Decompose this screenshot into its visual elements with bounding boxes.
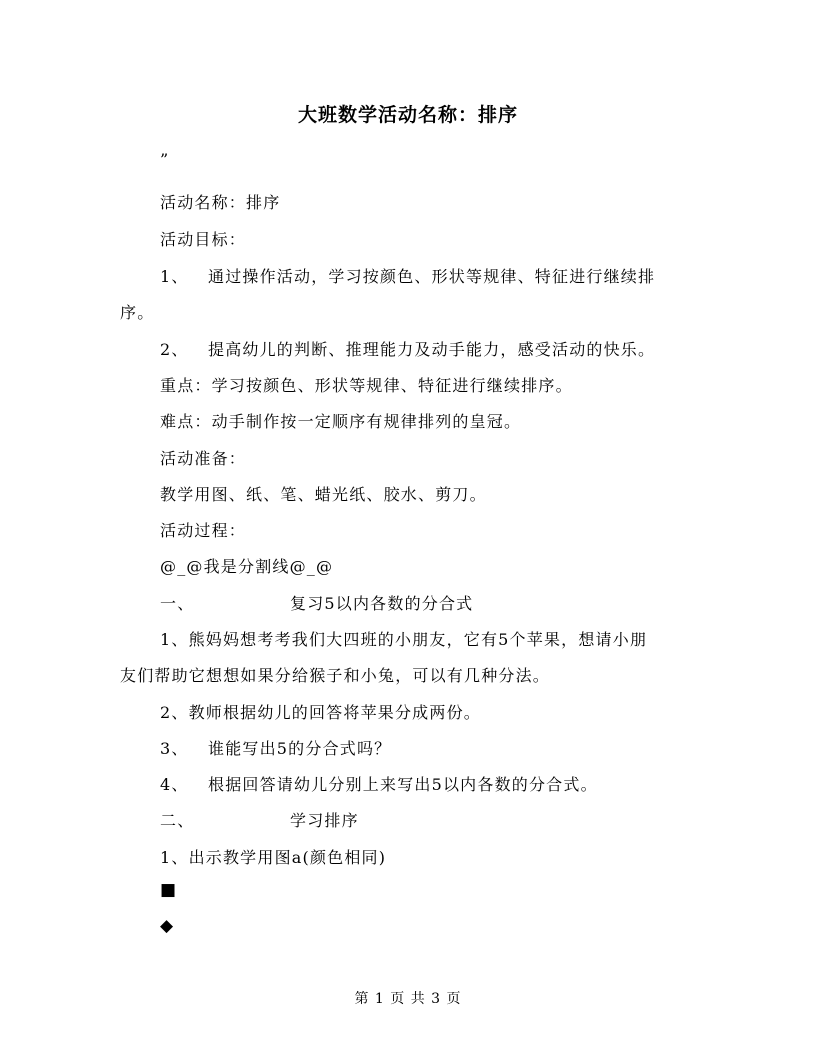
section-1-heading: [160, 591, 473, 614]
goal-2: [160, 337, 655, 360]
s1-item-1-continued: 友们帮助它想想如果分给猴子和小兔，可以有几种分法。: [120, 666, 551, 685]
prep-heading: 活动准备：: [160, 449, 247, 468]
s1-item-1: 1、熊妈妈想考考我们大四班的小朋友，它有5个苹果，想请小朋: [160, 630, 648, 649]
goal-1-continued: 序。: [120, 303, 155, 322]
activity-name: 活动名称：排序: [160, 193, 281, 212]
goal-1-number: 1、: [160, 267, 189, 286]
quote-mark: ”: [160, 150, 170, 169]
process-heading: 活动过程：: [160, 521, 247, 540]
section-2-title: 学习排序: [290, 811, 359, 830]
s1-item-3: [160, 736, 391, 759]
divider-text: @_@我是分割线@_@: [160, 557, 334, 576]
prep-items: 教学用图、纸、笔、蜡光纸、胶水、剪刀。: [160, 485, 487, 504]
goal-1-text: 通过操作活动，学习按颜色、形状等规律、特征进行继续排: [208, 267, 656, 286]
goal-2-number: 2、: [160, 340, 189, 359]
section-1-number: 一、: [160, 594, 195, 613]
section-2-heading: [160, 808, 359, 831]
section-2-number: 二、: [160, 811, 195, 830]
page-footer: 第 1 页 共 3 页: [354, 991, 462, 1007]
goal-1: [160, 264, 655, 287]
goal-2-text: 提高幼儿的判断、推理能力及动手能力，感受活动的快乐。: [208, 340, 656, 359]
document-title: 大班数学活动名称：排序: [297, 104, 518, 126]
black-square-icon: ■: [160, 880, 177, 900]
black-diamond-icon: ◆: [160, 916, 174, 936]
s2-item-1: 1、出示教学用图a(颜色相同): [160, 848, 387, 867]
section-1-title: 复习5以内各数的分合式: [290, 594, 474, 613]
s1-item-4: [160, 772, 598, 795]
key-point: 重点：学习按颜色、形状等规律、特征进行继续排序。: [160, 376, 573, 395]
goals-heading: 活动目标：: [160, 230, 247, 249]
s1-item-4-number: 4、: [160, 775, 189, 794]
s1-item-3-text: 谁能写出5的分合式吗？: [208, 739, 392, 758]
s1-item-2: 2、教师根据幼儿的回答将苹果分成两份。: [160, 703, 481, 722]
difficulty: 难点：动手制作按一定顺序有规律排列的皇冠。: [160, 412, 522, 431]
s1-item-3-number: 3、: [160, 739, 189, 758]
s1-item-4-text: 根据回答请幼儿分别上来写出5以内各数的分合式。: [208, 775, 598, 794]
